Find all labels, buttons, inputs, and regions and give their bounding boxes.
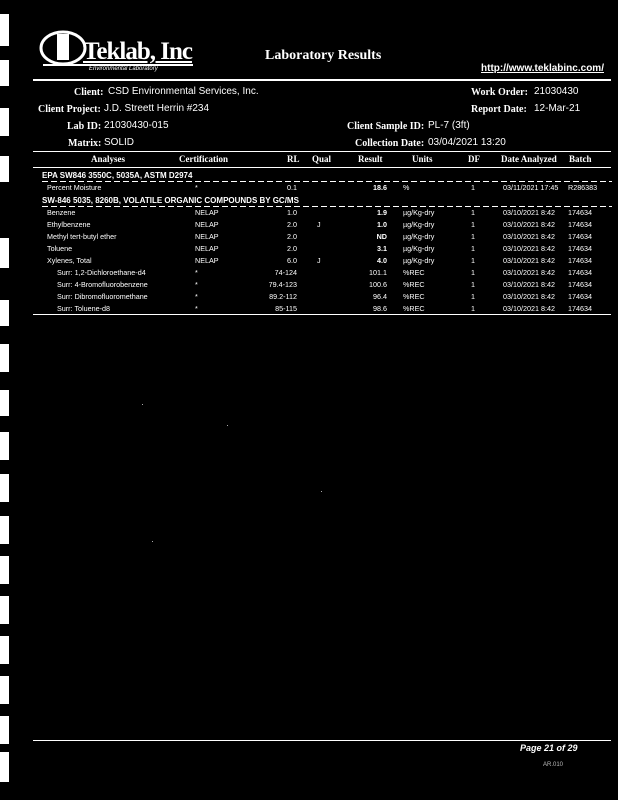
- reporting-limit: 89.2-112: [269, 292, 297, 301]
- header-rule: [33, 79, 611, 81]
- certification: NELAP: [195, 232, 219, 241]
- dilution-factor: 1: [471, 280, 475, 289]
- reporting-limit: 2.0: [287, 244, 297, 253]
- teklab-logo: [33, 28, 203, 78]
- units: µg/Kg-dry: [403, 256, 435, 265]
- table-row: [33, 232, 613, 243]
- batch: 174634: [568, 292, 592, 301]
- certification: NELAP: [195, 220, 219, 229]
- surrogate-row: [33, 292, 613, 303]
- date-analyzed: 03/10/2021 8:42: [503, 244, 555, 253]
- project-value: J.D. Streett Herrin #234: [104, 103, 210, 114]
- result: ND: [376, 232, 387, 241]
- table-row: [33, 183, 613, 194]
- dilution-factor: 1: [471, 292, 475, 301]
- dilution-factor: 1: [471, 244, 475, 253]
- result: 3.1: [377, 244, 387, 253]
- table-row: [33, 220, 613, 231]
- sample-id-value: PL-7 (3ft): [428, 120, 470, 131]
- reporting-limit: 6.0: [287, 256, 297, 265]
- batch: 174634: [568, 208, 592, 217]
- col-df: DF: [468, 154, 480, 164]
- header-underline: [33, 167, 611, 168]
- units: %REC: [403, 268, 425, 277]
- dilution-factor: 1: [471, 268, 475, 277]
- col-analyses: Analyses: [91, 154, 126, 164]
- units: %REC: [403, 280, 425, 289]
- units: %REC: [403, 304, 425, 313]
- units: %REC: [403, 292, 425, 301]
- scan-speck: [142, 404, 143, 405]
- analyte-name: Surr: 4-Bromofluorobenzene: [57, 280, 148, 289]
- work-order-value: 21030430: [534, 86, 579, 97]
- date-analyzed: 03/10/2021 8:42: [503, 220, 555, 229]
- result: 1.9: [377, 208, 387, 217]
- dilution-factor: 1: [471, 183, 475, 192]
- analyte-name: Xylenes, Total: [47, 256, 92, 265]
- dilution-factor: 1: [471, 232, 475, 241]
- col-rl: RL: [287, 154, 300, 164]
- date-analyzed: 03/10/2021 8:42: [503, 268, 555, 277]
- units: µg/Kg-dry: [403, 244, 435, 253]
- batch: 174634: [568, 232, 592, 241]
- analyte-name: Toluene: [47, 244, 73, 253]
- scan-speck: [152, 541, 153, 542]
- scan-speck: [321, 491, 322, 492]
- analyte-name: Surr: 1,2-Dichloroethane-d4: [57, 268, 146, 277]
- result: 4.0: [377, 256, 387, 265]
- section-rule: [42, 206, 612, 207]
- batch: 174634: [568, 280, 592, 289]
- collection-date-value: 03/04/2021 13:20: [428, 137, 506, 148]
- batch: R286383: [568, 183, 598, 192]
- logo-name: Teklab, Inc: [83, 38, 192, 65]
- table-header: [33, 154, 613, 167]
- table-row: [33, 244, 613, 255]
- units: µg/Kg-dry: [403, 208, 435, 217]
- section-rule: [42, 181, 612, 182]
- date-analyzed: 03/10/2021 8:42: [503, 208, 555, 217]
- scan-speck: [227, 425, 228, 426]
- section-title-voc: SW-846 5035, 8260B, VOLATILE ORGANIC COMPOUNDS BY GC/MS: [42, 196, 299, 205]
- work-order-label: Work Order:: [471, 87, 528, 98]
- units: %: [403, 183, 410, 192]
- report-date-label: Report Date:: [471, 104, 527, 115]
- result: 100.6: [369, 280, 387, 289]
- result: 96.4: [373, 292, 387, 301]
- batch: 174634: [568, 268, 592, 277]
- units: µg/Kg-dry: [403, 220, 435, 229]
- certification: *: [195, 304, 198, 313]
- report-date-value: 12-Mar-21: [534, 103, 581, 114]
- batch: 174634: [568, 304, 592, 313]
- date-analyzed: 03/10/2021 8:42: [503, 280, 555, 289]
- table-end-rule: [33, 314, 611, 315]
- date-analyzed: 03/11/2021 17:45: [503, 183, 559, 192]
- analyte-name: Surr: Dibromofluoromethane: [57, 292, 148, 301]
- analyte-name: Benzene: [47, 208, 76, 217]
- table-row: [33, 208, 613, 219]
- result: 18.6: [373, 183, 387, 192]
- certification: NELAP: [195, 256, 219, 265]
- certification: NELAP: [195, 244, 219, 253]
- client-label: Client:: [74, 87, 104, 98]
- page-stamp: AR.010: [543, 762, 564, 768]
- page-number: Page 21 of 29: [520, 743, 578, 753]
- reporting-limit: 2.0: [287, 232, 297, 241]
- reporting-limit: 0.1: [287, 183, 297, 192]
- batch: 174634: [568, 220, 592, 229]
- col-certification: Certification: [179, 154, 228, 164]
- dilution-factor: 1: [471, 256, 475, 265]
- page-title: Laboratory Results: [265, 48, 382, 63]
- col-qual: Qual: [312, 154, 332, 164]
- reporting-limit: 1.0: [287, 208, 297, 217]
- date-analyzed: 03/10/2021 8:42: [503, 292, 555, 301]
- result: 1.0: [377, 220, 387, 229]
- collection-date-label: Collection Date:: [355, 138, 425, 149]
- matrix-label: Matrix:: [68, 138, 102, 149]
- batch: 174634: [568, 256, 592, 265]
- col-date-analyzed: Date Analyzed: [501, 154, 557, 164]
- client-value: CSD Environmental Services, Inc.: [108, 86, 259, 97]
- certification: NELAP: [195, 208, 219, 217]
- result: 98.6: [373, 304, 387, 313]
- project-label: Client Project:: [38, 104, 101, 115]
- qualifier: J: [317, 220, 321, 229]
- table-row: [33, 256, 613, 267]
- certification: *: [195, 280, 198, 289]
- date-analyzed: 03/10/2021 8:42: [503, 304, 555, 313]
- lab-url[interactable]: http://www.teklabinc.com/: [481, 63, 604, 74]
- units: µg/Kg-dry: [403, 232, 435, 241]
- reporting-limit: 2.0: [287, 220, 297, 229]
- lab-id-value: 21030430-015: [104, 120, 169, 131]
- batch: 174634: [568, 244, 592, 253]
- analyte-name: Ethylbenzene: [47, 220, 91, 229]
- logo-subtitle: Environmental Laboratory: [89, 66, 158, 72]
- analyte-name: Percent Moisture: [47, 183, 102, 192]
- qualifier: J: [317, 256, 321, 265]
- info-rule: [33, 151, 611, 152]
- certification: *: [195, 292, 198, 301]
- dilution-factor: 1: [471, 220, 475, 229]
- surrogate-row: [33, 268, 613, 279]
- analyte-name: Surr: Toluene-d8: [57, 304, 111, 313]
- dilution-factor: 1: [471, 304, 475, 313]
- section-title-moisture: EPA SW846 3550C, 5035A, ASTM D2974: [42, 171, 193, 180]
- dilution-factor: 1: [471, 208, 475, 217]
- col-batch: Batch: [569, 154, 592, 164]
- certification: *: [195, 268, 198, 277]
- col-result: Result: [358, 154, 383, 164]
- date-analyzed: 03/10/2021 8:42: [503, 256, 555, 265]
- matrix-value: SOLID: [104, 137, 135, 148]
- lab-id-label: Lab ID:: [67, 121, 102, 132]
- reporting-limit: 74-124: [274, 268, 297, 277]
- certification: *: [195, 183, 198, 192]
- date-analyzed: 03/10/2021 8:42: [503, 232, 555, 241]
- footer-rule: [33, 740, 611, 741]
- reporting-limit: 85-115: [275, 304, 297, 313]
- surrogate-row: [33, 280, 613, 291]
- col-units: Units: [412, 154, 433, 164]
- sample-id-label: Client Sample ID:: [347, 121, 425, 132]
- analyte-name: Methyl tert-butyl ether: [47, 232, 117, 241]
- result: 101.1: [369, 268, 387, 277]
- reporting-limit: 79.4-123: [268, 280, 297, 289]
